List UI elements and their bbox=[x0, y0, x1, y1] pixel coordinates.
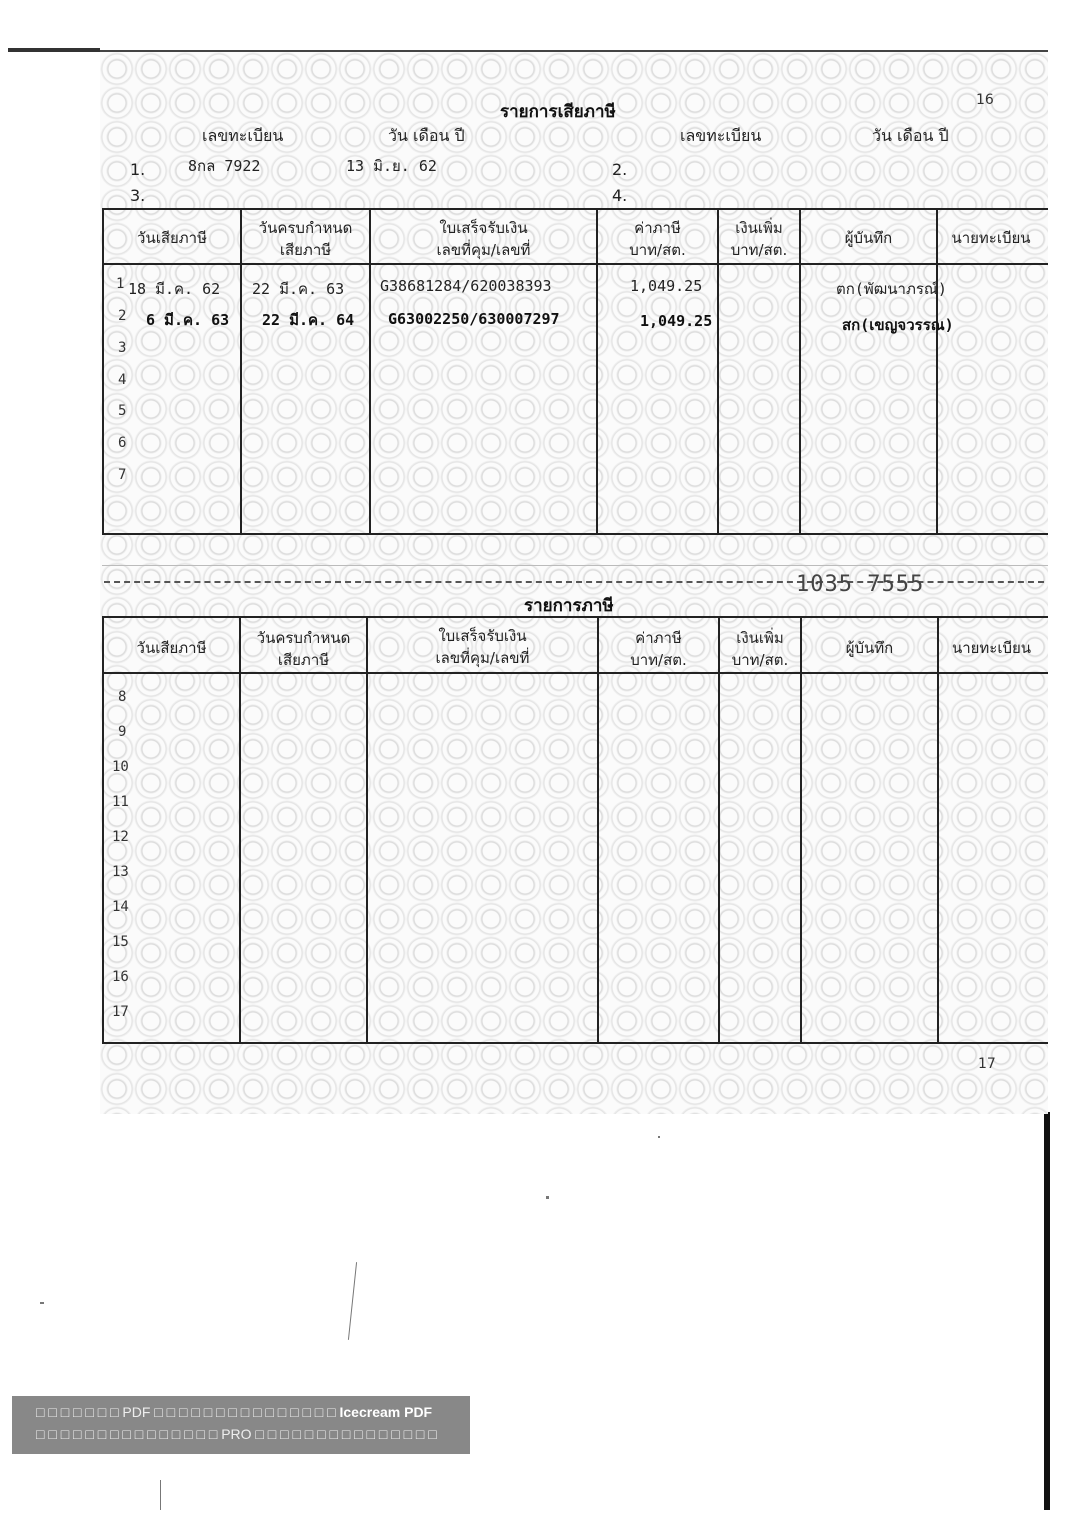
due-date: 22 มี.ค. 64 bbox=[262, 311, 355, 329]
recorder-name: สก(เขญจวรรณ) bbox=[842, 316, 954, 334]
row-number: 6 bbox=[118, 435, 127, 451]
table2-top-border bbox=[102, 616, 1048, 618]
header-tax-l2: บาท/สต. bbox=[629, 241, 686, 259]
watermark-banner bbox=[12, 1396, 470, 1454]
row-number: 1 bbox=[116, 276, 125, 292]
table1-col-line bbox=[799, 208, 801, 535]
header-receipt-l2: เลขที่คุม/เลขที่ bbox=[435, 649, 530, 667]
due-date: 22 มี.ค. 63 bbox=[252, 280, 345, 298]
row-number: 4 bbox=[118, 372, 127, 388]
row-number: 7 bbox=[118, 467, 127, 483]
page-number-top: 16 bbox=[976, 92, 994, 108]
watermark-brand: Icecream PDF bbox=[339, 1404, 433, 1420]
table2-header-border bbox=[102, 672, 1048, 674]
table1-header-border bbox=[102, 263, 1048, 265]
header-tax-l2: บาท/สต. bbox=[630, 651, 687, 669]
tax-amount: 1,049.25 bbox=[630, 277, 703, 295]
row-number: 17 bbox=[112, 1004, 129, 1020]
pay-date: 6 มี.ค. 63 bbox=[146, 311, 230, 329]
row-number: 12 bbox=[112, 829, 129, 845]
section2-title: รายการภาษี bbox=[524, 596, 614, 616]
registration-number-2: 2. bbox=[612, 160, 628, 179]
row-number: 15 bbox=[112, 934, 129, 950]
scan-mark bbox=[160, 1480, 161, 1510]
table1-col-line bbox=[936, 208, 938, 535]
table2-col-line bbox=[597, 616, 599, 1044]
header-recorder: ผู้บันทึก bbox=[844, 229, 893, 247]
row-number: 8 bbox=[118, 689, 127, 705]
table1-bottom-border bbox=[102, 533, 1048, 535]
registration-number-1: 1. bbox=[130, 160, 146, 179]
watermark-pdf: PDF bbox=[122, 1404, 151, 1420]
watermark-pro: PRO bbox=[221, 1426, 252, 1442]
page-edge-top bbox=[8, 48, 100, 52]
header-surcharge-l1: เงินเพิ่ม bbox=[735, 219, 783, 237]
header-surcharge-l1: เงินเพิ่ม bbox=[736, 629, 784, 647]
scan-mark bbox=[546, 1196, 549, 1199]
row-number: 14 bbox=[112, 899, 129, 915]
header-receipt-l2: เลขที่คุม/เลขที่ bbox=[436, 241, 531, 259]
header-receipt-l1: ใบเสร็จรับเงิน bbox=[439, 219, 528, 237]
registration-number-4: 4. bbox=[612, 186, 628, 205]
registration-plate-1: 8กล 7922 bbox=[188, 157, 261, 175]
header-due-date-l1: วันครบกำหนด bbox=[256, 629, 351, 647]
table2-col-line bbox=[718, 616, 720, 1044]
header-pay-date: วันเสียภาษี bbox=[136, 639, 207, 657]
header-surcharge-l2: บาท/สต. bbox=[730, 241, 788, 259]
header-due-date-l2: เสียภาษี bbox=[279, 241, 332, 259]
header-registrar: นายทะเบียน bbox=[951, 229, 1031, 247]
scan-mark bbox=[40, 1302, 44, 1304]
reg-header-right: เลขทะเบียน bbox=[680, 126, 762, 145]
receipt-number: G38681284/620038393 bbox=[380, 277, 552, 295]
row-number: 5 bbox=[118, 403, 127, 419]
header-registrar: นายทะเบียน bbox=[951, 639, 1032, 657]
table2-bottom-border bbox=[102, 1042, 1048, 1044]
table2-col-line bbox=[937, 616, 939, 1044]
row-number: 3 bbox=[118, 340, 127, 356]
separator-line bbox=[102, 565, 1048, 566]
serial-number: 1035 7555 bbox=[796, 572, 925, 597]
header-pay-date: วันเสียภาษี bbox=[137, 229, 207, 247]
pay-date: 18 มี.ค. 62 bbox=[128, 280, 221, 298]
receipt-number: G63002250/630007297 bbox=[388, 310, 560, 328]
scan-mark bbox=[658, 1136, 660, 1138]
recorder-name: ตก(พัฒนาภรณ์) bbox=[836, 280, 947, 298]
table2-col-line bbox=[239, 616, 241, 1044]
header-tax-l1: ค่าภาษี bbox=[635, 629, 682, 647]
registration-date-1: 13 มิ.ย. 62 bbox=[346, 157, 437, 175]
table2-col-line bbox=[366, 616, 368, 1044]
watermark-line-1: □ □ □ □ □ □ □ PDF □ □ □ □ □ □ □ □ □ □ □ □ □ □ □ Icecream PDF bbox=[36, 1404, 433, 1420]
row-number: 16 bbox=[112, 969, 129, 985]
row-number: 11 bbox=[112, 794, 129, 810]
watermark-line-2: □ □ □ □ □ □ □ □ □ □ □ □ □ □ □ PRO □ □ □ □ □ □ □ □ □ □ □ □ □ □ □ bbox=[36, 1426, 437, 1442]
table2-col-line bbox=[102, 616, 104, 1044]
row-number: 10 bbox=[112, 759, 129, 775]
row-number: 9 bbox=[118, 724, 127, 740]
page-number-bottom: 17 bbox=[978, 1056, 996, 1072]
scan-mark bbox=[348, 1262, 357, 1340]
table1-col-line bbox=[102, 208, 104, 535]
date-header-left: วัน เดือน ปี bbox=[388, 126, 465, 145]
tax-amount: 1,049.25 bbox=[640, 312, 713, 330]
header-due-date-l2: เสียภาษี bbox=[277, 651, 330, 669]
header-due-date-l1: วันครบกำหนด bbox=[258, 219, 353, 237]
date-header-right: วัน เดือน ปี bbox=[872, 126, 949, 145]
header-surcharge-l2: บาท/สต. bbox=[731, 651, 789, 669]
header-receipt-l1: ใบเสร็จรับเงิน bbox=[438, 627, 527, 645]
header-tax-l1: ค่าภาษี bbox=[634, 219, 681, 237]
registration-number-3: 3. bbox=[130, 186, 146, 205]
row-number: 2 bbox=[118, 308, 127, 324]
row-number: 13 bbox=[112, 864, 129, 880]
table2-col-line bbox=[800, 616, 802, 1044]
reg-header-left: เลขทะเบียน bbox=[202, 126, 284, 145]
header-recorder: ผู้บันทึก bbox=[845, 639, 894, 657]
table1-top-border bbox=[102, 208, 1048, 210]
section1-title: รายการเสียภาษี bbox=[500, 102, 616, 122]
page-edge-right bbox=[1044, 1112, 1050, 1510]
